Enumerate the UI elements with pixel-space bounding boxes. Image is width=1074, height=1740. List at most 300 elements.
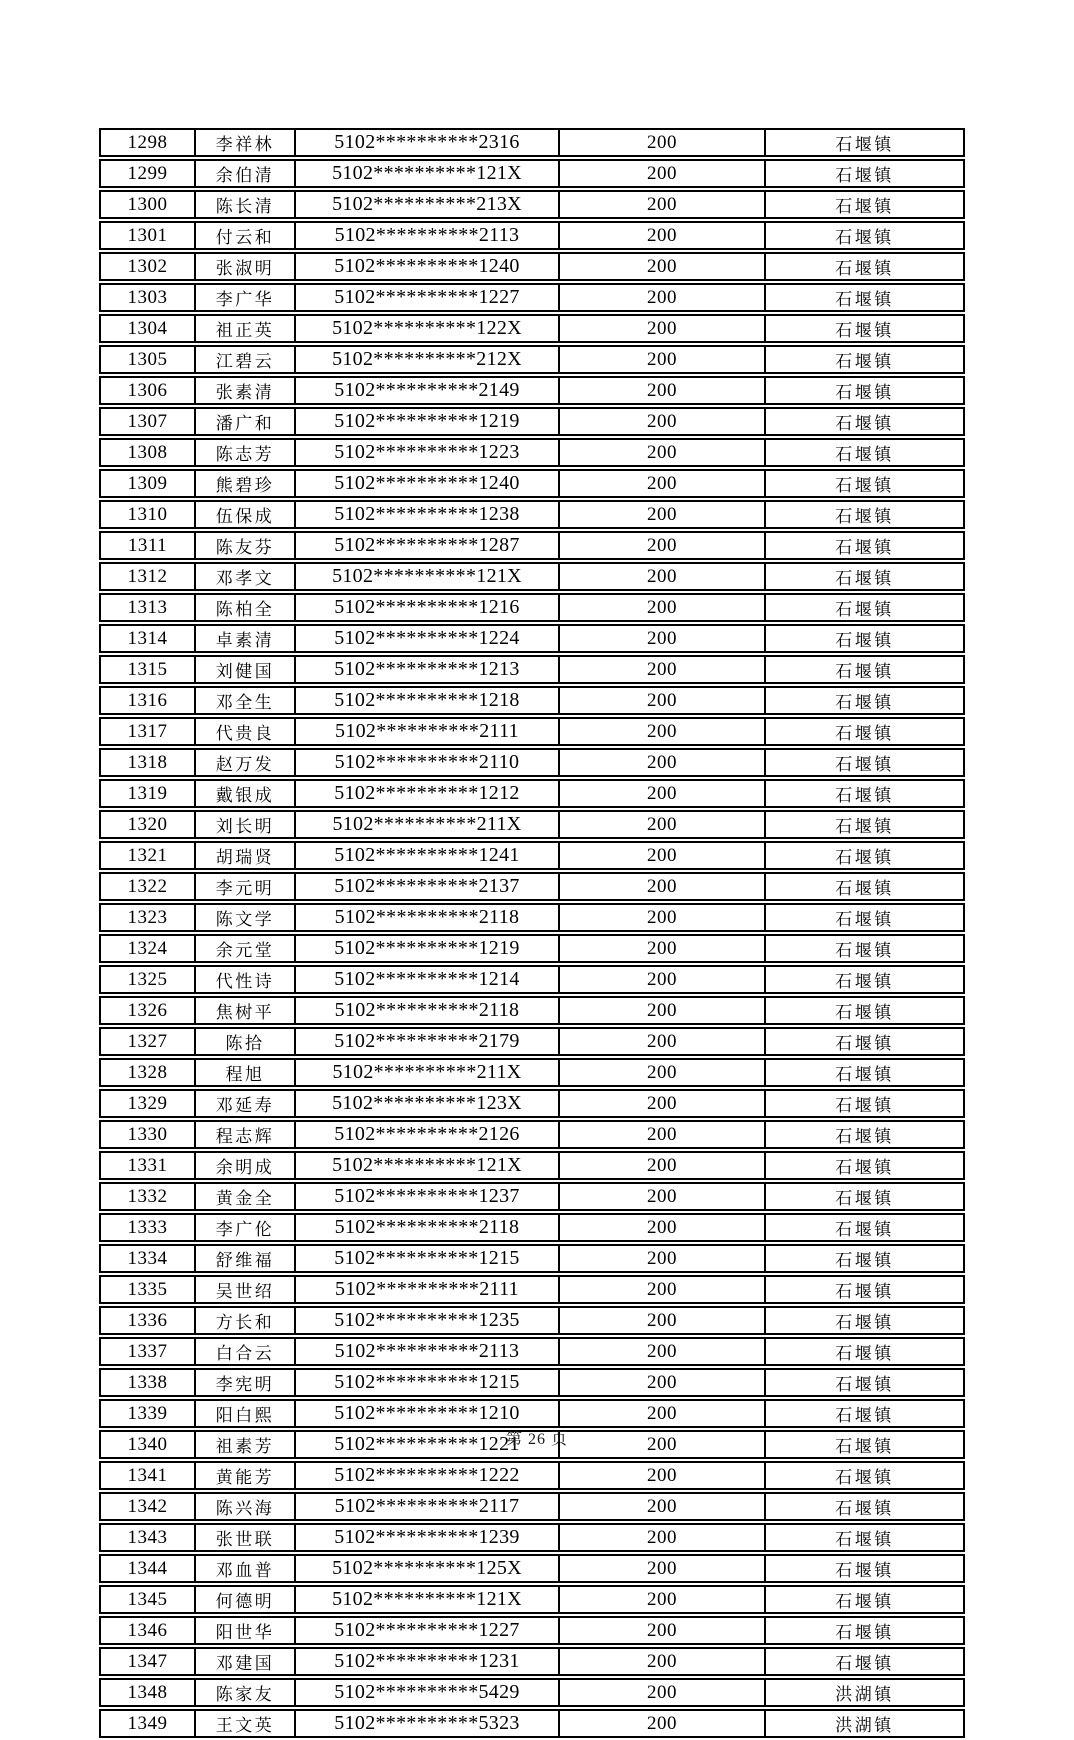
cell-town: 石堰镇 [764,407,965,436]
cell-person-name: 余明成 [194,1151,294,1180]
cell-id-number: 5102**********1240 [294,252,558,281]
cell-id-number: 5102**********121X [294,159,558,188]
table-row [99,469,965,498]
table-row [99,934,965,963]
table-row [99,1027,965,1056]
cell-person-name: 陈文学 [194,903,294,932]
cell-row-index: 1324 [99,934,194,963]
table-row [99,593,965,622]
cell-person-name: 张素清 [194,376,294,405]
cell-town: 洪湖镇 [764,1709,965,1738]
cell-person-name: 陈兴海 [194,1492,294,1521]
table-row [99,1213,965,1242]
cell-row-index: 1298 [99,128,194,157]
cell-amount: 200 [558,841,764,870]
cell-town: 石堰镇 [764,469,965,498]
cell-person-name: 赵万发 [194,748,294,777]
table-row [99,624,965,653]
cell-id-number: 5102**********1240 [294,469,558,498]
cell-town: 石堰镇 [764,314,965,343]
table-row [99,965,965,994]
cell-id-number: 5102**********121X [294,1585,558,1614]
table-row [99,500,965,529]
cell-row-index: 1339 [99,1399,194,1428]
cell-town: 石堰镇 [764,1337,965,1366]
cell-id-number: 5102**********1287 [294,531,558,560]
cell-row-index: 1338 [99,1368,194,1397]
table-row [99,1275,965,1304]
cell-row-index: 1303 [99,283,194,312]
cell-person-name: 李元明 [194,872,294,901]
cell-amount: 200 [558,717,764,746]
cell-row-index: 1326 [99,996,194,1025]
cell-town: 石堰镇 [764,1275,965,1304]
cell-person-name: 潘广和 [194,407,294,436]
cell-row-index: 1344 [99,1554,194,1583]
cell-id-number: 5102**********211X [294,810,558,839]
cell-row-index: 1334 [99,1244,194,1273]
cell-row-index: 1345 [99,1585,194,1614]
cell-row-index: 1306 [99,376,194,405]
cell-person-name: 焦树平 [194,996,294,1025]
table-row [99,748,965,777]
cell-town: 石堰镇 [764,1244,965,1273]
cell-row-index: 1325 [99,965,194,994]
cell-person-name: 舒维福 [194,1244,294,1273]
cell-person-name: 刘长明 [194,810,294,839]
table-row [99,1585,965,1614]
cell-town: 石堰镇 [764,1585,965,1614]
cell-id-number: 5102**********2137 [294,872,558,901]
cell-person-name: 戴银成 [194,779,294,808]
cell-town: 石堰镇 [764,779,965,808]
cell-id-number: 5102**********1219 [294,407,558,436]
cell-amount: 200 [558,1182,764,1211]
cell-row-index: 1313 [99,593,194,622]
cell-town: 石堰镇 [764,438,965,467]
cell-id-number: 5102**********121X [294,562,558,591]
cell-id-number: 5102**********2111 [294,717,558,746]
cell-id-number: 5102**********123X [294,1089,558,1118]
table-row [99,872,965,901]
cell-person-name: 李广华 [194,283,294,312]
cell-id-number: 5102**********1214 [294,965,558,994]
cell-town: 石堰镇 [764,1089,965,1118]
cell-id-number: 5102**********212X [294,345,558,374]
table-row [99,1058,965,1087]
cell-amount: 200 [558,190,764,219]
cell-town: 石堰镇 [764,810,965,839]
cell-id-number: 5102**********2117 [294,1492,558,1521]
cell-town: 石堰镇 [764,903,965,932]
cell-id-number: 5102**********1216 [294,593,558,622]
cell-id-number: 5102**********1227 [294,1616,558,1645]
cell-id-number: 5102**********213X [294,190,558,219]
table-row [99,1306,965,1335]
cell-town: 石堰镇 [764,934,965,963]
cell-person-name: 阳世华 [194,1616,294,1645]
cell-person-name: 陈长清 [194,190,294,219]
cell-town: 石堰镇 [764,562,965,591]
cell-town: 石堰镇 [764,1058,965,1087]
table-row [99,531,965,560]
cell-amount: 200 [558,934,764,963]
cell-id-number: 5102**********125X [294,1554,558,1583]
table-row [99,345,965,374]
cell-town: 石堰镇 [764,252,965,281]
cell-amount: 200 [558,1244,764,1273]
cell-person-name: 张世联 [194,1523,294,1552]
table-row [99,686,965,715]
cell-person-name: 方长和 [194,1306,294,1335]
cell-town: 石堰镇 [764,1523,965,1552]
cell-amount: 200 [558,1709,764,1738]
cell-person-name: 陈柏全 [194,593,294,622]
cell-town: 石堰镇 [764,1182,965,1211]
cell-id-number: 5102**********2118 [294,996,558,1025]
cell-amount: 200 [558,1523,764,1552]
table-row [99,438,965,467]
cell-id-number: 5102**********1227 [294,283,558,312]
cell-person-name: 卓素清 [194,624,294,653]
cell-person-name: 陈家友 [194,1678,294,1707]
cell-id-number: 5102**********2113 [294,1337,558,1366]
table-row [99,1151,965,1180]
cell-id-number: 5102**********5429 [294,1678,558,1707]
cell-amount: 200 [558,1492,764,1521]
cell-person-name: 吴世绍 [194,1275,294,1304]
cell-town: 石堰镇 [764,965,965,994]
cell-person-name: 邓延寿 [194,1089,294,1118]
subsidy-record-table [99,126,965,1740]
cell-amount: 200 [558,1120,764,1149]
cell-row-index: 1305 [99,345,194,374]
cell-row-index: 1341 [99,1461,194,1490]
cell-id-number: 5102**********2111 [294,1275,558,1304]
cell-person-name: 黄金全 [194,1182,294,1211]
cell-amount: 200 [558,1306,764,1335]
cell-amount: 200 [558,221,764,250]
cell-row-index: 1302 [99,252,194,281]
cell-town: 石堰镇 [764,190,965,219]
cell-amount: 200 [558,1554,764,1583]
cell-town: 石堰镇 [764,1554,965,1583]
cell-row-index: 1311 [99,531,194,560]
cell-amount: 200 [558,1058,764,1087]
cell-person-name: 熊碧珍 [194,469,294,498]
cell-person-name: 陈拾 [194,1027,294,1056]
cell-row-index: 1332 [99,1182,194,1211]
cell-row-index: 1346 [99,1616,194,1645]
cell-town: 石堰镇 [764,1213,965,1242]
cell-person-name: 陈志芳 [194,438,294,467]
table-row [99,190,965,219]
cell-town: 石堰镇 [764,283,965,312]
cell-amount: 200 [558,872,764,901]
cell-person-name: 李广伦 [194,1213,294,1242]
table-row [99,283,965,312]
cell-amount: 200 [558,1213,764,1242]
table-row [99,1368,965,1397]
cell-amount: 200 [558,314,764,343]
cell-row-index: 1317 [99,717,194,746]
cell-town: 石堰镇 [764,1616,965,1645]
table-row [99,1120,965,1149]
table-row [99,1616,965,1645]
cell-town: 石堰镇 [764,1027,965,1056]
cell-person-name: 李祥林 [194,128,294,157]
cell-person-name: 白合云 [194,1337,294,1366]
cell-amount: 200 [558,686,764,715]
cell-id-number: 5102**********2316 [294,128,558,157]
cell-id-number: 5102**********1221 [294,1430,558,1459]
cell-person-name: 祖素芳 [194,1430,294,1459]
cell-amount: 200 [558,345,764,374]
table-row [99,1461,965,1490]
cell-row-index: 1300 [99,190,194,219]
cell-row-index: 1318 [99,748,194,777]
cell-amount: 200 [558,1616,764,1645]
cell-person-name: 王文英 [194,1709,294,1738]
table-row [99,252,965,281]
cell-amount: 200 [558,469,764,498]
cell-row-index: 1335 [99,1275,194,1304]
cell-amount: 200 [558,903,764,932]
cell-amount: 200 [558,531,764,560]
cell-town: 石堰镇 [764,686,965,715]
cell-amount: 200 [558,128,764,157]
table-row [99,1709,965,1738]
cell-row-index: 1342 [99,1492,194,1521]
cell-person-name: 余元堂 [194,934,294,963]
cell-amount: 200 [558,624,764,653]
cell-town: 洪湖镇 [764,1678,965,1707]
cell-id-number: 5102**********121X [294,1151,558,1180]
page-number: 第 26 页 [505,1431,568,1448]
cell-row-index: 1347 [99,1647,194,1676]
cell-row-index: 1299 [99,159,194,188]
cell-town: 石堰镇 [764,500,965,529]
cell-town: 石堰镇 [764,1151,965,1180]
cell-amount: 200 [558,283,764,312]
cell-amount: 200 [558,1430,764,1459]
cell-amount: 200 [558,500,764,529]
cell-row-index: 1310 [99,500,194,529]
cell-person-name: 程旭 [194,1058,294,1087]
cell-town: 石堰镇 [764,872,965,901]
cell-row-index: 1315 [99,655,194,684]
cell-amount: 200 [558,1368,764,1397]
cell-amount: 200 [558,655,764,684]
cell-row-index: 1323 [99,903,194,932]
table-row [99,376,965,405]
cell-person-name: 代贵良 [194,717,294,746]
cell-id-number: 5102**********1235 [294,1306,558,1335]
cell-id-number: 5102**********1212 [294,779,558,808]
cell-id-number: 5102**********2118 [294,903,558,932]
cell-amount: 200 [558,1461,764,1490]
cell-id-number: 5102**********2149 [294,376,558,405]
cell-town: 石堰镇 [764,748,965,777]
cell-town: 石堰镇 [764,376,965,405]
cell-id-number: 5102**********2110 [294,748,558,777]
cell-person-name: 余伯清 [194,159,294,188]
cell-town: 石堰镇 [764,717,965,746]
cell-amount: 200 [558,593,764,622]
cell-town: 石堰镇 [764,1120,965,1149]
cell-row-index: 1316 [99,686,194,715]
cell-row-index: 1343 [99,1523,194,1552]
cell-person-name: 陈友芬 [194,531,294,560]
cell-row-index: 1340 [99,1430,194,1459]
cell-town: 石堰镇 [764,1399,965,1428]
table-row [99,314,965,343]
cell-id-number: 5102**********1237 [294,1182,558,1211]
cell-row-index: 1312 [99,562,194,591]
cell-id-number: 5102**********1238 [294,500,558,529]
cell-person-name: 江碧云 [194,345,294,374]
cell-row-index: 1333 [99,1213,194,1242]
cell-id-number: 5102**********2113 [294,221,558,250]
cell-person-name: 邓建国 [194,1647,294,1676]
cell-amount: 200 [558,159,764,188]
cell-row-index: 1336 [99,1306,194,1335]
table-row [99,1089,965,1118]
cell-person-name: 代性诗 [194,965,294,994]
cell-id-number: 5102**********1215 [294,1368,558,1397]
cell-row-index: 1322 [99,872,194,901]
cell-id-number: 5102**********1223 [294,438,558,467]
table-row [99,159,965,188]
cell-id-number: 5102**********5323 [294,1709,558,1738]
table-row [99,407,965,436]
cell-id-number: 5102**********122X [294,314,558,343]
cell-person-name: 邓血普 [194,1554,294,1583]
table-body [99,128,965,1738]
cell-row-index: 1307 [99,407,194,436]
cell-town: 石堰镇 [764,345,965,374]
cell-amount: 200 [558,1647,764,1676]
cell-person-name: 伍保成 [194,500,294,529]
cell-row-index: 1349 [99,1709,194,1738]
cell-row-index: 1320 [99,810,194,839]
cell-amount: 200 [558,810,764,839]
table-row [99,1244,965,1273]
cell-id-number: 5102**********1219 [294,934,558,963]
cell-person-name: 张淑明 [194,252,294,281]
cell-town: 石堰镇 [764,128,965,157]
cell-person-name: 付云和 [194,221,294,250]
table-row [99,221,965,250]
cell-town: 石堰镇 [764,841,965,870]
cell-id-number: 5102**********1210 [294,1399,558,1428]
table-row [99,655,965,684]
cell-amount: 200 [558,1089,764,1118]
cell-row-index: 1327 [99,1027,194,1056]
cell-row-index: 1308 [99,438,194,467]
cell-row-index: 1331 [99,1151,194,1180]
cell-id-number: 5102**********2126 [294,1120,558,1149]
cell-town: 石堰镇 [764,1368,965,1397]
cell-row-index: 1348 [99,1678,194,1707]
cell-amount: 200 [558,965,764,994]
cell-id-number: 5102**********2118 [294,1213,558,1242]
cell-person-name: 程志辉 [194,1120,294,1149]
cell-row-index: 1319 [99,779,194,808]
cell-row-index: 1330 [99,1120,194,1149]
cell-id-number: 5102**********1215 [294,1244,558,1273]
cell-town: 石堰镇 [764,1461,965,1490]
cell-id-number: 5102**********1224 [294,624,558,653]
cell-amount: 200 [558,779,764,808]
cell-amount: 200 [558,562,764,591]
cell-person-name: 黄能芳 [194,1461,294,1490]
table-row [99,1182,965,1211]
cell-town: 石堰镇 [764,1306,965,1335]
cell-amount: 200 [558,1399,764,1428]
cell-row-index: 1309 [99,469,194,498]
table-row [99,1399,965,1428]
cell-town: 石堰镇 [764,655,965,684]
cell-amount: 200 [558,252,764,281]
cell-amount: 200 [558,1337,764,1366]
table-row [99,903,965,932]
cell-row-index: 1337 [99,1337,194,1366]
cell-person-name: 邓全生 [194,686,294,715]
cell-row-index: 1304 [99,314,194,343]
cell-id-number: 5102**********1239 [294,1523,558,1552]
cell-row-index: 1314 [99,624,194,653]
table-row [99,562,965,591]
cell-town: 石堰镇 [764,1647,965,1676]
cell-person-name: 李宪明 [194,1368,294,1397]
cell-town: 石堰镇 [764,531,965,560]
cell-person-name: 何德明 [194,1585,294,1614]
cell-amount: 200 [558,438,764,467]
table-row [99,1492,965,1521]
cell-town: 石堰镇 [764,624,965,653]
cell-town: 石堰镇 [764,1430,965,1459]
table-row [99,779,965,808]
table-row [99,996,965,1025]
cell-person-name: 胡瑞贤 [194,841,294,870]
cell-id-number: 5102**********1213 [294,655,558,684]
cell-town: 石堰镇 [764,159,965,188]
cell-amount: 200 [558,1275,764,1304]
cell-id-number: 5102**********211X [294,1058,558,1087]
cell-id-number: 5102**********1241 [294,841,558,870]
cell-amount: 200 [558,748,764,777]
cell-amount: 200 [558,407,764,436]
cell-id-number: 5102**********1231 [294,1647,558,1676]
cell-person-name: 祖正英 [194,314,294,343]
table-row [99,717,965,746]
cell-id-number: 5102**********1218 [294,686,558,715]
cell-id-number: 5102**********2179 [294,1027,558,1056]
cell-id-number: 5102**********1222 [294,1461,558,1490]
cell-row-index: 1328 [99,1058,194,1087]
table-row [99,1523,965,1552]
table-row [99,841,965,870]
cell-amount: 200 [558,1151,764,1180]
cell-amount: 200 [558,1585,764,1614]
cell-amount: 200 [558,996,764,1025]
cell-person-name: 邓孝文 [194,562,294,591]
cell-row-index: 1329 [99,1089,194,1118]
table-row [99,1554,965,1583]
cell-amount: 200 [558,1027,764,1056]
table-row [99,128,965,157]
